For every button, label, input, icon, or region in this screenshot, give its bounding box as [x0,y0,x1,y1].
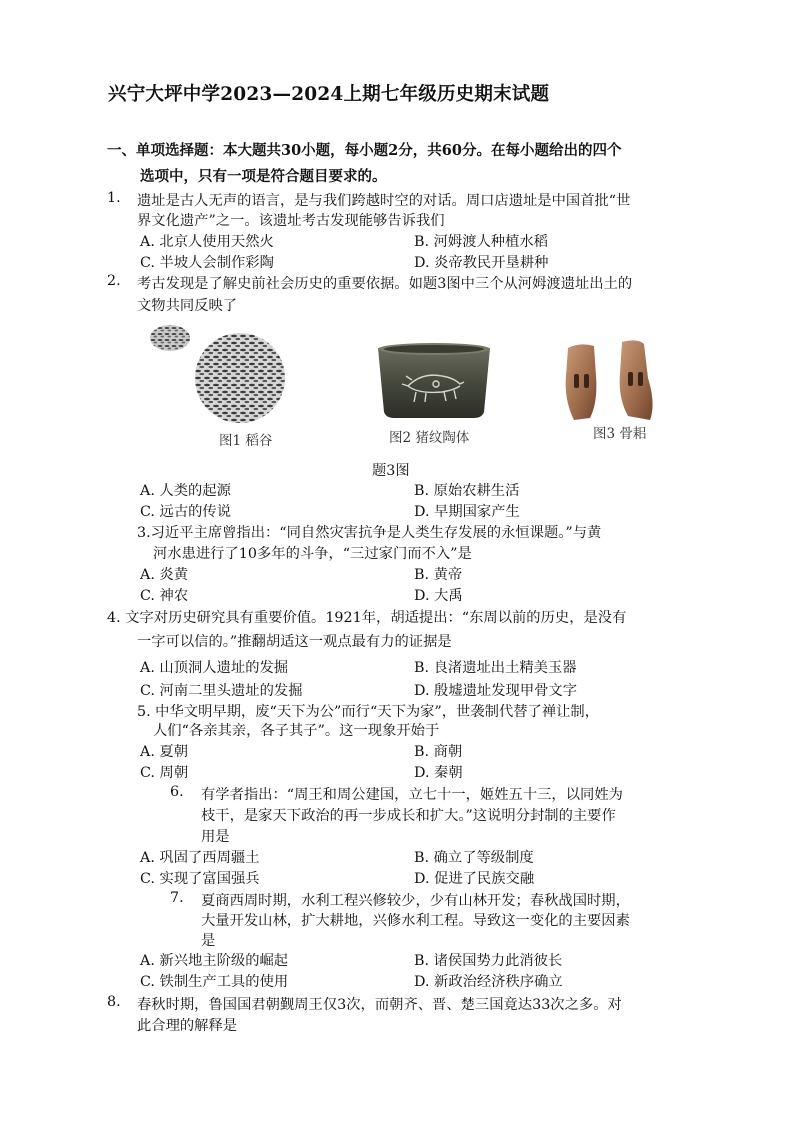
option-c[interactable]: C. 周朝 [140,765,189,781]
option-d[interactable]: D. 新政治经济秩序确立 [414,974,563,990]
question-text: 春秋时期，鲁国国君朝觐周王仅3次，而朝齐、晋、楚三国竟达33次之多。对 [137,997,622,1013]
question-text: 河水患进行了10多年的斗争，“三过家门而不入”是 [153,546,472,562]
option-d[interactable]: D. 促进了民族交融 [414,871,535,887]
question-text: 用是 [201,829,230,845]
question-number: 2. [107,273,121,289]
option-b[interactable]: B. 河姆渡人种植水稻 [414,234,548,250]
figure-label: 题3图 [372,463,410,479]
figure-caption-2: 图2 猪纹陶体 [389,430,470,446]
question-text: 一字可以信的。”推翻胡适这一观点最有力的证据是 [137,634,452,650]
figure-caption-1: 图1 稻谷 [219,433,273,449]
question-text: 界文化遗产”之一。该遗址考古发现能够告诉我们 [137,213,445,229]
section-header-line1: 一、单项选择题：本大题共30小题，每小题2分，共60分。在每小题给出的四个 [107,142,622,159]
question-text: 有学者指出：“周王和周公建国，立七十一，姬姓五十三，以同姓为 [201,787,623,803]
option-a[interactable]: A. 山顶洞人遗址的发掘 [140,660,289,676]
option-a[interactable]: A. 巩固了西周疆土 [140,850,260,866]
pig-pottery-image [378,343,490,418]
question-text: 5. 中华文明早期，废“天下为公”而行“天下为家”，世袭制代替了禅让制， [137,704,600,720]
option-a[interactable]: A. 人类的起源 [140,483,231,499]
option-d[interactable]: D. 秦朝 [414,765,463,781]
option-d[interactable]: D. 大禹 [414,588,463,604]
option-c[interactable]: C. 半坡人会制作彩陶 [140,255,274,271]
option-b[interactable]: B. 良渚遗址出土精美玉器 [414,660,577,676]
option-c[interactable]: C. 远古的传说 [140,504,232,520]
question-text: 考古发现是了解史前社会历史的重要依据。如题3图中三个从河姆渡遗址出土的 [137,276,633,292]
bone-spade-image [566,340,653,420]
option-b[interactable]: B. 原始农耕生活 [414,483,520,499]
option-d[interactable]: D. 早期国家产生 [414,504,520,520]
option-c[interactable]: C. 河南二里头遗址的发掘 [140,683,303,699]
question-number: 6. [170,784,184,800]
option-a[interactable]: A. 北京人使用天然火 [140,234,274,250]
question-number: 7. [170,890,184,906]
question-text: 枝干，是家天下政治的再一步成长和扩大。”这说明分封制的主要作 [201,808,616,824]
question-number: 1. [107,190,121,206]
question-text: 4. 文字对历史研究具有重要价值。1921年，胡适提出：“东周以前的历史，是没有 [107,610,627,626]
option-b[interactable]: B. 黄帝 [414,567,463,583]
question-number: 8. [107,994,121,1010]
option-a[interactable]: A. 新兴地主阶级的崛起 [140,953,289,969]
option-a[interactable]: A. 炎黄 [140,567,189,583]
option-c[interactable]: C. 铁制生产工具的使用 [140,974,289,990]
question-text: 此合理的解释是 [137,1018,238,1034]
question-text: 是 [201,933,216,949]
question-text: 遗址是古人无声的语言，是与我们跨越时空的对话。周口店遗址是中国首批“世 [137,193,631,209]
option-d[interactable]: D. 殷墟遗址发现甲骨文字 [414,683,578,699]
option-c[interactable]: C. 神农 [140,588,189,604]
option-b[interactable]: B. 诸侯国势力此消彼长 [414,953,563,969]
section-header-line2: 选项中，只有一项是符合题目要求的。 [140,168,387,185]
option-a[interactable]: A. 夏朝 [140,744,189,760]
question-text: 夏商西周时期，水利工程兴修较少，少有山林开发；春秋战国时期， [201,893,630,909]
question-text: 文物共同反映了 [137,298,238,314]
exam-title: 兴宁大坪中学2023—2024上期七年级历史期末试题 [108,84,550,105]
option-b[interactable]: B. 商朝 [414,744,463,760]
figure-caption-3: 图3 骨耜 [593,426,647,442]
question-text: 人们“各亲其亲，各子其子”。这一现象开始于 [153,723,440,739]
rice-grain-image [150,325,285,423]
option-d[interactable]: D. 炎帝教民开垦耕种 [414,255,549,271]
question-text: 3.习近平主席曾指出：“同自然灾害抗争是人类生存发展的永恒课题。”与黄 [137,525,602,541]
question-text: 大量开发山林，扩大耕地，兴修水利工程。导致这一变化的主要因素 [201,913,630,929]
option-b[interactable]: B. 确立了等级制度 [414,850,534,866]
option-c[interactable]: C. 实现了富国强兵 [140,871,260,887]
